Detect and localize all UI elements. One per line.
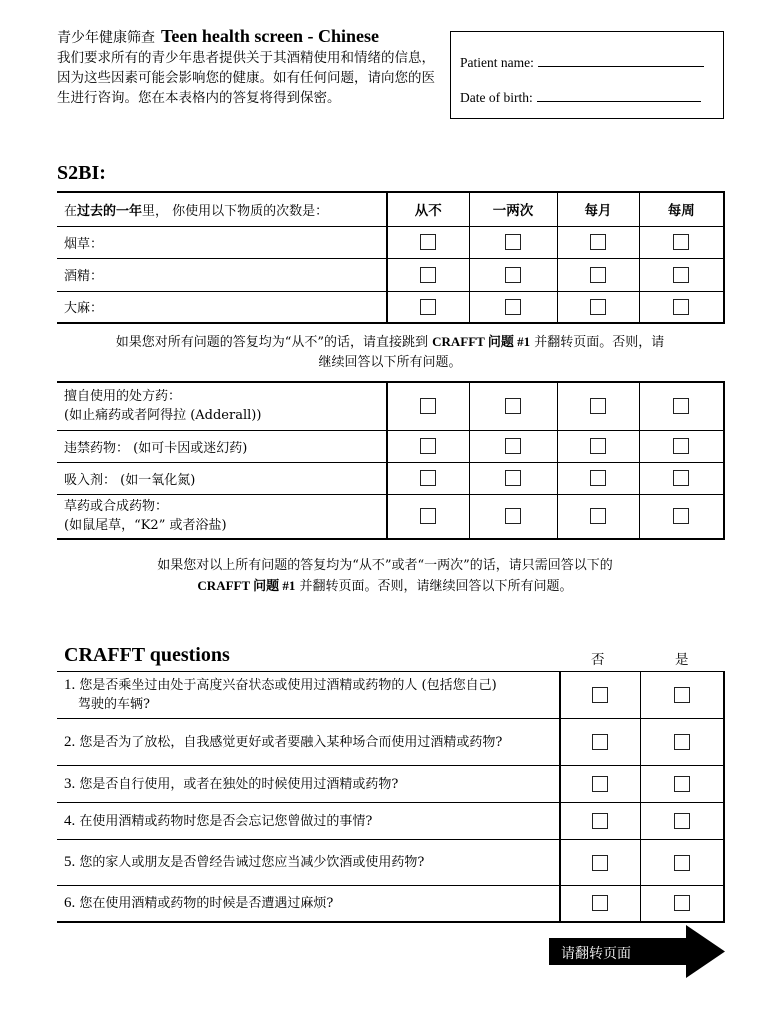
checkbox-herbal-weekly[interactable] — [673, 508, 689, 524]
title-chinese: 青少年健康筛查 — [57, 30, 155, 46]
crafft-title: CRAFFT questions — [64, 644, 230, 666]
crafft-question-2 — [57, 719, 560, 766]
checkbox-marijuana-weekly[interactable] — [673, 299, 689, 315]
s2bi-table-secondary — [57, 381, 725, 540]
col-header-monthly: 每月 — [557, 192, 639, 226]
checkbox-inhalants-weekly[interactable] — [673, 470, 689, 486]
row-label-prescription — [57, 382, 387, 430]
checkbox-alcohol-never[interactable] — [420, 267, 436, 283]
row-label-herbal — [57, 494, 387, 539]
question-text: 您是否乘坐过由处于高度兴奋状态或使用过酒精或药物的人 (包括您自己) — [79, 678, 497, 693]
table-row — [57, 672, 724, 719]
skip-instruction-1 — [110, 332, 670, 373]
note1-text-bold: CRAFFT 问题 #1 — [432, 334, 531, 349]
patient-name-label: Patient name: — [460, 55, 534, 70]
s2bi-title: S2BI: — [57, 162, 106, 184]
title-english: Teen health screen - Chinese — [161, 26, 379, 46]
checkbox-q4-no[interactable] — [592, 813, 608, 829]
date-of-birth-line[interactable] — [537, 90, 701, 102]
checkbox-illegal-monthly[interactable] — [590, 438, 606, 454]
checkbox-marijuana-never[interactable] — [420, 299, 436, 315]
table-row — [57, 226, 724, 258]
checkbox-alcohol-weekly[interactable] — [673, 267, 689, 283]
row-label-line1: 草药或合成药物： — [64, 499, 169, 515]
checkbox-prescription-monthly[interactable] — [590, 398, 606, 414]
checkbox-q5-yes[interactable] — [674, 855, 690, 871]
row-label-line2: (如鼠尾草，“K2” 或者浴盐) — [64, 518, 227, 534]
table-row — [57, 291, 724, 323]
question-text-post: 里， 你使用以下物质的次数是： — [142, 203, 329, 219]
row-label-alcohol: 酒精： — [57, 258, 387, 291]
turn-page-button[interactable] — [549, 925, 725, 978]
checkbox-herbal-once[interactable] — [505, 508, 521, 524]
question-number: 6. — [64, 894, 76, 911]
question-text-pre: 在 — [64, 203, 78, 219]
question-text-cont: 驾驶的车辆? — [78, 697, 150, 712]
question-text: 在使用酒精或药物时您是否会忘记您曾做过的事情? — [79, 813, 373, 829]
crafft-question-5 — [57, 840, 560, 886]
checkbox-illegal-once[interactable] — [505, 438, 521, 454]
checkbox-herbal-monthly[interactable] — [590, 508, 606, 524]
date-of-birth-field[interactable] — [460, 90, 701, 106]
checkbox-q3-yes[interactable] — [674, 776, 690, 792]
patient-info-box — [450, 31, 724, 119]
question-text: 您是否自行使用，或者在独处的时候使用过酒精或药物? — [79, 776, 399, 792]
question-number: 5. — [64, 854, 76, 870]
checkbox-q1-no[interactable] — [592, 687, 608, 703]
row-label-line1: 擅自使用的处方药： — [64, 389, 182, 405]
col-header-yes: 是 — [675, 652, 689, 668]
table-row — [57, 494, 724, 539]
s2bi-table-primary — [57, 191, 725, 324]
skip-instruction-2 — [90, 556, 680, 597]
note1-text-post: 并翻转页面。否则，请继续回答以下所有问题。 — [318, 335, 665, 370]
row-label-inhalants: 吸入剂： (如一氧化氮) — [57, 462, 387, 494]
question-number: 1. — [64, 677, 76, 693]
row-label-marijuana: 大麻： — [57, 291, 387, 323]
note1-text-pre: 如果您对所有问题的答复均为“从不”的话，请直接跳到 — [115, 335, 428, 350]
checkbox-q6-yes[interactable] — [674, 895, 690, 911]
checkbox-q4-yes[interactable] — [674, 813, 690, 829]
intro-paragraph: 我们要求所有的青少年患者提供关于其酒精使用和情绪的信息，因为这些因素可能会影响您的健康。如有任何问题，请向您的医生进行咨询。您在本表格内的答复将得到保密。 — [57, 50, 435, 106]
checkbox-inhalants-once[interactable] — [505, 470, 521, 486]
question-number: 4. — [64, 812, 76, 829]
table-row — [57, 840, 724, 886]
col-header-no: 否 — [591, 652, 605, 668]
checkbox-q3-no[interactable] — [592, 776, 608, 792]
patient-name-field[interactable] — [460, 55, 704, 71]
form-title — [57, 26, 379, 47]
checkbox-alcohol-monthly[interactable] — [590, 267, 606, 283]
question-text: 您在使用酒精或药物的时候是否遭遇过麻烦? — [79, 895, 334, 911]
table-row — [57, 258, 724, 291]
table-row — [57, 462, 724, 494]
checkbox-marijuana-once[interactable] — [505, 299, 521, 315]
checkbox-inhalants-never[interactable] — [420, 470, 436, 486]
checkbox-prescription-never[interactable] — [420, 398, 436, 414]
row-label-illegal-drugs: 违禁药物： (如可卡因或迷幻药) — [57, 430, 387, 462]
checkbox-q1-yes[interactable] — [674, 687, 690, 703]
question-text: 您是否为了放松，自我感觉更好或者要融入某种场合而使用过酒精或药物? — [79, 734, 503, 750]
question-text: 您的家人或朋友是否曾经告诫过您应当减少饮酒或使用药物? — [79, 855, 425, 870]
checkbox-q5-no[interactable] — [592, 855, 608, 871]
col-header-once-twice: 一两次 — [469, 192, 557, 226]
table-row — [57, 803, 724, 840]
table-row — [57, 382, 724, 430]
checkbox-q2-yes[interactable] — [674, 734, 690, 750]
checkbox-inhalants-monthly[interactable] — [590, 470, 606, 486]
checkbox-illegal-never[interactable] — [420, 438, 436, 454]
row-label-line2: (如止痛药或者阿得拉 (Adderall)) — [64, 408, 262, 424]
question-number: 3. — [64, 775, 76, 792]
table-row — [57, 430, 724, 462]
date-of-birth-label: Date of birth: — [460, 90, 533, 105]
col-header-never: 从不 — [387, 192, 469, 226]
checkbox-tobacco-monthly[interactable] — [590, 234, 606, 250]
checkbox-marijuana-monthly[interactable] — [590, 299, 606, 315]
question-number: 2. — [64, 733, 76, 750]
col-header-weekly: 每周 — [639, 192, 724, 226]
turn-page-label: 请翻转页面 — [561, 946, 631, 962]
crafft-question-1 — [57, 672, 560, 719]
crafft-table — [57, 671, 725, 923]
checkbox-prescription-once[interactable] — [505, 398, 521, 414]
crafft-question-3 — [57, 766, 560, 803]
checkbox-q2-no[interactable] — [592, 734, 608, 750]
crafft-question-4 — [57, 803, 560, 840]
checkbox-tobacco-once[interactable] — [505, 234, 521, 250]
checkbox-prescription-weekly[interactable] — [673, 398, 689, 414]
checkbox-tobacco-weekly[interactable] — [673, 234, 689, 250]
crafft-question-6 — [57, 886, 560, 922]
table-row — [57, 719, 724, 766]
checkbox-illegal-weekly[interactable] — [673, 438, 689, 454]
row-label-tobacco: 烟草： — [57, 226, 387, 258]
checkbox-tobacco-never[interactable] — [420, 234, 436, 250]
question-text-bold: 过去的一年 — [77, 203, 143, 219]
note2-text-post: 并翻转页面。否则，请继续回答以下所有问题。 — [299, 579, 573, 594]
s2bi-question-header — [57, 192, 387, 226]
checkbox-q6-no[interactable] — [592, 895, 608, 911]
table-row — [57, 766, 724, 803]
checkbox-alcohol-once[interactable] — [505, 267, 521, 283]
checkbox-herbal-never[interactable] — [420, 508, 436, 524]
note2-text-bold: CRAFFT 问题 #1 — [197, 578, 296, 593]
table-row — [57, 886, 724, 922]
patient-name-line[interactable] — [538, 55, 704, 67]
note2-text-pre: 如果您对以上所有问题的答复均为“从不”或者“一两次”的话，请只需回答以下的 — [157, 558, 613, 573]
